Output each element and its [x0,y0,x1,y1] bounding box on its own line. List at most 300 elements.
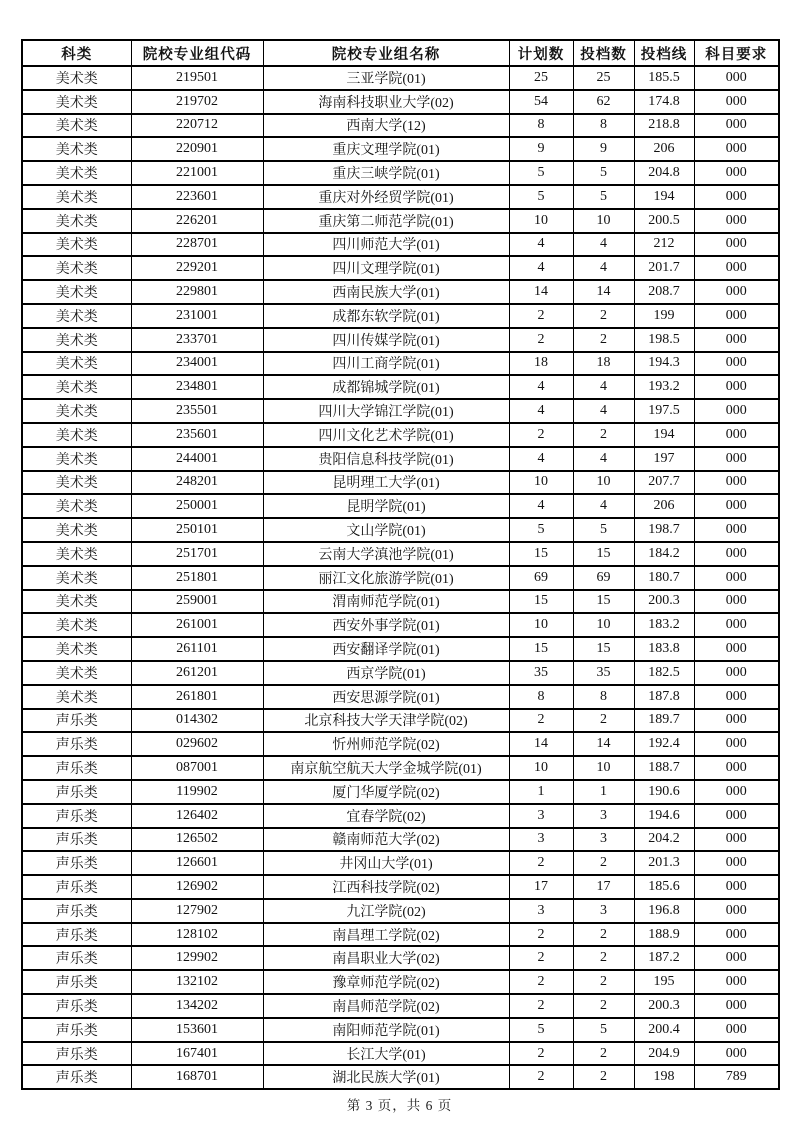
cell-plan-count: 2 [509,851,573,875]
cell-plan-count: 10 [509,756,573,780]
table-row [22,161,779,185]
cell-cutoff-line: 200.3 [634,994,694,1018]
cell-plan-count: 1 [509,780,573,804]
cell-group-code: 029602 [131,732,263,756]
cell-group-name: 忻州师范学院(02) [263,732,509,756]
cell-filed-count: 17 [573,875,634,899]
table-row [22,399,779,423]
cell-group-name: 宜春学院(02) [263,804,509,828]
table-row [22,1042,779,1066]
cell-category: 美术类 [22,661,131,685]
cell-cutoff-line: 200.5 [634,209,694,233]
cell-filed-count: 2 [573,923,634,947]
cell-category: 声乐类 [22,732,131,756]
cell-category: 声乐类 [22,923,131,947]
cell-group-name: 西南大学(12) [263,114,509,138]
cell-group-code: 127902 [131,899,263,923]
table-row [22,66,779,90]
cell-group-name: 四川文化艺术学院(01) [263,423,509,447]
cell-category: 美术类 [22,494,131,518]
cell-cutoff-line: 212 [634,233,694,257]
cell-plan-count: 18 [509,352,573,376]
cell-plan-count: 69 [509,566,573,590]
cell-plan-count: 25 [509,66,573,90]
cell-filed-count: 10 [573,209,634,233]
cell-cutoff-line: 198 [634,1065,694,1089]
cell-filed-count: 62 [573,90,634,114]
cell-category: 美术类 [22,328,131,352]
cell-group-code: 126902 [131,875,263,899]
cell-category: 美术类 [22,447,131,471]
cell-plan-count: 4 [509,494,573,518]
cell-group-name: 江西科技学院(02) [263,875,509,899]
cell-filed-count: 15 [573,637,634,661]
cell-subject-requirement: 000 [694,494,779,518]
cell-cutoff-line: 183.2 [634,613,694,637]
column-header-group-name: 院校专业组名称 [263,40,509,66]
cell-group-name: 西南民族大学(01) [263,280,509,304]
cell-group-name: 南昌理工学院(02) [263,923,509,947]
cell-group-name: 云南大学滇池学院(01) [263,542,509,566]
cell-category: 美术类 [22,613,131,637]
cell-group-name: 海南科技职业大学(02) [263,90,509,114]
cell-filed-count: 15 [573,590,634,614]
table-row [22,566,779,590]
table-row [22,471,779,495]
cell-subject-requirement: 000 [694,732,779,756]
cell-group-name: 成都锦城学院(01) [263,375,509,399]
cell-filed-count: 5 [573,185,634,209]
cell-group-name: 厦门华厦学院(02) [263,780,509,804]
cell-category: 声乐类 [22,1018,131,1042]
cell-group-code: 220901 [131,137,263,161]
cell-cutoff-line: 200.3 [634,590,694,614]
cell-group-code: 221001 [131,161,263,185]
cell-filed-count: 2 [573,328,634,352]
cell-group-name: 昆明理工大学(01) [263,471,509,495]
cell-category: 声乐类 [22,709,131,733]
cell-category: 美术类 [22,590,131,614]
cell-cutoff-line: 195 [634,970,694,994]
cell-cutoff-line: 184.2 [634,542,694,566]
table-row [22,590,779,614]
cell-subject-requirement: 000 [694,233,779,257]
cell-category: 声乐类 [22,1065,131,1089]
cell-group-code: 261001 [131,613,263,637]
cell-cutoff-line: 218.8 [634,114,694,138]
table-row [22,661,779,685]
table-row [22,328,779,352]
cell-group-code: 251701 [131,542,263,566]
table-row [22,423,779,447]
cell-filed-count: 10 [573,756,634,780]
cell-subject-requirement: 000 [694,637,779,661]
table-row [22,256,779,280]
cell-group-code: 250101 [131,518,263,542]
cell-subject-requirement: 000 [694,709,779,733]
cell-subject-requirement: 000 [694,613,779,637]
table-row [22,1018,779,1042]
cell-category: 声乐类 [22,756,131,780]
column-header-category: 科类 [22,40,131,66]
cell-subject-requirement: 000 [694,375,779,399]
table-header [22,40,779,66]
cell-category: 声乐类 [22,804,131,828]
cell-cutoff-line: 187.8 [634,685,694,709]
cell-filed-count: 5 [573,518,634,542]
table-row [22,685,779,709]
cell-plan-count: 15 [509,542,573,566]
cell-filed-count: 3 [573,899,634,923]
cell-group-name: 三亚学院(01) [263,66,509,90]
cell-cutoff-line: 207.7 [634,471,694,495]
cell-plan-count: 3 [509,899,573,923]
table-row [22,780,779,804]
cell-cutoff-line: 201.3 [634,851,694,875]
cell-group-name: 重庆三峡学院(01) [263,161,509,185]
cell-cutoff-line: 199 [634,304,694,328]
cell-filed-count: 15 [573,542,634,566]
cell-subject-requirement: 000 [694,590,779,614]
table-row [22,137,779,161]
cell-subject-requirement: 000 [694,114,779,138]
cell-cutoff-line: 198.5 [634,328,694,352]
header-row [22,40,779,66]
cell-group-name: 文山学院(01) [263,518,509,542]
cell-subject-requirement: 000 [694,804,779,828]
cell-cutoff-line: 189.7 [634,709,694,733]
table-row [22,899,779,923]
cell-filed-count: 4 [573,256,634,280]
cell-subject-requirement: 000 [694,423,779,447]
cell-group-code: 129902 [131,946,263,970]
cell-cutoff-line: 185.5 [634,66,694,90]
cell-category: 美术类 [22,542,131,566]
cell-group-name: 四川大学锦江学院(01) [263,399,509,423]
cell-plan-count: 4 [509,256,573,280]
cell-plan-count: 4 [509,447,573,471]
cell-group-code: 223601 [131,185,263,209]
cell-filed-count: 69 [573,566,634,590]
cell-plan-count: 2 [509,1065,573,1089]
cell-group-code: 219501 [131,66,263,90]
cell-group-code: 261201 [131,661,263,685]
cell-group-code: 128102 [131,923,263,947]
cell-category: 美术类 [22,518,131,542]
cell-group-code: 229801 [131,280,263,304]
table-row [22,756,779,780]
cell-group-name: 重庆文理学院(01) [263,137,509,161]
cell-subject-requirement: 000 [694,899,779,923]
table-row [22,352,779,376]
cell-subject-requirement: 000 [694,946,779,970]
cell-plan-count: 54 [509,90,573,114]
cell-subject-requirement: 000 [694,161,779,185]
cell-group-code: 229201 [131,256,263,280]
cell-category: 美术类 [22,256,131,280]
cell-group-name: 西京学院(01) [263,661,509,685]
cell-filed-count: 2 [573,709,634,733]
cell-filed-count: 4 [573,494,634,518]
cell-cutoff-line: 185.6 [634,875,694,899]
cell-group-code: 261801 [131,685,263,709]
cell-group-name: 昆明学院(01) [263,494,509,518]
cell-group-name: 西安翻译学院(01) [263,637,509,661]
cell-subject-requirement: 000 [694,399,779,423]
column-header-plan-count: 计划数 [509,40,573,66]
cell-cutoff-line: 182.5 [634,661,694,685]
cell-category: 声乐类 [22,946,131,970]
cell-cutoff-line: 198.7 [634,518,694,542]
table-row [22,875,779,899]
table-row [22,613,779,637]
cell-cutoff-line: 188.7 [634,756,694,780]
cell-filed-count: 2 [573,970,634,994]
cell-group-code: 087001 [131,756,263,780]
column-header-filed-count: 投档数 [573,40,634,66]
table-row [22,114,779,138]
cell-plan-count: 2 [509,304,573,328]
cell-group-name: 九江学院(02) [263,899,509,923]
cell-filed-count: 3 [573,828,634,852]
cell-subject-requirement: 000 [694,137,779,161]
cell-subject-requirement: 000 [694,280,779,304]
table-row [22,1065,779,1089]
cell-plan-count: 10 [509,613,573,637]
table-row [22,447,779,471]
cell-group-name: 南昌师范学院(02) [263,994,509,1018]
table-row [22,518,779,542]
cell-group-code: 248201 [131,471,263,495]
cell-subject-requirement: 000 [694,209,779,233]
cell-cutoff-line: 204.9 [634,1042,694,1066]
cell-group-code: 235501 [131,399,263,423]
cell-category: 美术类 [22,423,131,447]
cell-subject-requirement: 000 [694,328,779,352]
cell-plan-count: 2 [509,923,573,947]
cell-group-code: 234001 [131,352,263,376]
cell-subject-requirement: 000 [694,970,779,994]
table-row [22,280,779,304]
table-row [22,542,779,566]
cell-filed-count: 4 [573,375,634,399]
cell-group-name: 四川传媒学院(01) [263,328,509,352]
cell-cutoff-line: 197 [634,447,694,471]
cell-cutoff-line: 193.2 [634,375,694,399]
table-row [22,709,779,733]
cell-group-name: 赣南师范大学(02) [263,828,509,852]
cell-subject-requirement: 000 [694,923,779,947]
cell-cutoff-line: 206 [634,137,694,161]
cell-cutoff-line: 183.8 [634,637,694,661]
cell-category: 美术类 [22,185,131,209]
cell-filed-count: 14 [573,732,634,756]
cell-category: 美术类 [22,161,131,185]
cell-subject-requirement: 789 [694,1065,779,1089]
cell-category: 美术类 [22,304,131,328]
cell-plan-count: 2 [509,994,573,1018]
cell-subject-requirement: 000 [694,66,779,90]
cell-plan-count: 8 [509,114,573,138]
cell-group-code: 261101 [131,637,263,661]
admission-score-table [21,39,780,1090]
cell-cutoff-line: 187.2 [634,946,694,970]
cell-filed-count: 14 [573,280,634,304]
cell-category: 美术类 [22,471,131,495]
cell-cutoff-line: 197.5 [634,399,694,423]
cell-group-name: 四川工商学院(01) [263,352,509,376]
cell-group-code: 219702 [131,90,263,114]
cell-group-name: 长江大学(01) [263,1042,509,1066]
table-row [22,375,779,399]
cell-filed-count: 2 [573,1042,634,1066]
cell-plan-count: 4 [509,233,573,257]
cell-group-name: 成都东软学院(01) [263,304,509,328]
cell-filed-count: 5 [573,161,634,185]
cell-cutoff-line: 196.8 [634,899,694,923]
cell-group-code: 126601 [131,851,263,875]
cell-cutoff-line: 206 [634,494,694,518]
cell-subject-requirement: 000 [694,471,779,495]
cell-plan-count: 2 [509,970,573,994]
cell-subject-requirement: 000 [694,542,779,566]
cell-category: 声乐类 [22,970,131,994]
cell-plan-count: 5 [509,161,573,185]
cell-subject-requirement: 000 [694,851,779,875]
cell-cutoff-line: 201.7 [634,256,694,280]
cell-cutoff-line: 188.9 [634,923,694,947]
cell-group-name: 渭南师范学院(01) [263,590,509,614]
cell-group-name: 重庆第二师范学院(01) [263,209,509,233]
cell-plan-count: 2 [509,328,573,352]
cell-subject-requirement: 000 [694,1018,779,1042]
column-header-group-code: 院校专业组代码 [131,40,263,66]
cell-group-code: 234801 [131,375,263,399]
cell-cutoff-line: 204.2 [634,828,694,852]
cell-filed-count: 5 [573,1018,634,1042]
table-row [22,970,779,994]
cell-cutoff-line: 194.3 [634,352,694,376]
cell-group-code: 132102 [131,970,263,994]
cell-category: 美术类 [22,566,131,590]
cell-group-code: 168701 [131,1065,263,1089]
cell-group-name: 南阳师范学院(01) [263,1018,509,1042]
cell-group-code: 251801 [131,566,263,590]
cell-group-name: 西安思源学院(01) [263,685,509,709]
cell-filed-count: 2 [573,1065,634,1089]
cell-cutoff-line: 192.4 [634,732,694,756]
cell-subject-requirement: 000 [694,661,779,685]
table-row [22,828,779,852]
cell-subject-requirement: 000 [694,256,779,280]
cell-plan-count: 10 [509,209,573,233]
cell-category: 美术类 [22,233,131,257]
cell-category: 美术类 [22,280,131,304]
cell-category: 声乐类 [22,994,131,1018]
cell-group-code: 119902 [131,780,263,804]
table-body [22,66,779,1089]
cell-subject-requirement: 000 [694,304,779,328]
cell-cutoff-line: 208.7 [634,280,694,304]
cell-plan-count: 2 [509,946,573,970]
cell-category: 声乐类 [22,875,131,899]
cell-filed-count: 8 [573,685,634,709]
cell-group-code: 226201 [131,209,263,233]
cell-cutoff-line: 190.6 [634,780,694,804]
cell-plan-count: 10 [509,471,573,495]
cell-plan-count: 3 [509,828,573,852]
cell-group-code: 153601 [131,1018,263,1042]
cell-plan-count: 35 [509,661,573,685]
cell-subject-requirement: 000 [694,518,779,542]
table-row [22,304,779,328]
table-row [22,233,779,257]
cell-subject-requirement: 000 [694,828,779,852]
cell-subject-requirement: 000 [694,566,779,590]
cell-category: 声乐类 [22,1042,131,1066]
cell-category: 声乐类 [22,828,131,852]
cell-subject-requirement: 000 [694,780,779,804]
cell-subject-requirement: 000 [694,352,779,376]
column-header-subject-requirement: 科目要求 [694,40,779,66]
cell-filed-count: 18 [573,352,634,376]
cell-cutoff-line: 194 [634,423,694,447]
cell-group-code: 228701 [131,233,263,257]
cell-plan-count: 15 [509,637,573,661]
cell-group-name: 西安外事学院(01) [263,613,509,637]
cell-subject-requirement: 000 [694,447,779,471]
cell-group-name: 四川文理学院(01) [263,256,509,280]
cell-group-code: 134202 [131,994,263,1018]
cell-filed-count: 4 [573,399,634,423]
cell-category: 声乐类 [22,780,131,804]
cell-plan-count: 9 [509,137,573,161]
cell-category: 美术类 [22,637,131,661]
cell-category: 美术类 [22,352,131,376]
cell-plan-count: 15 [509,590,573,614]
table-row [22,946,779,970]
cell-plan-count: 4 [509,399,573,423]
cell-category: 美术类 [22,90,131,114]
table-row [22,732,779,756]
cell-category: 美术类 [22,137,131,161]
cell-filed-count: 2 [573,851,634,875]
cell-group-name: 四川师范大学(01) [263,233,509,257]
cell-plan-count: 2 [509,423,573,447]
cell-group-name: 贵阳信息科技学院(01) [263,447,509,471]
cell-plan-count: 2 [509,1042,573,1066]
cell-plan-count: 5 [509,185,573,209]
cell-group-code: 220712 [131,114,263,138]
cell-group-name: 重庆对外经贸学院(01) [263,185,509,209]
cell-plan-count: 3 [509,804,573,828]
cell-filed-count: 2 [573,994,634,1018]
column-header-cutoff-line: 投档线 [634,40,694,66]
cell-group-code: 126402 [131,804,263,828]
cell-filed-count: 8 [573,114,634,138]
table-row [22,637,779,661]
cell-group-name: 北京科技大学天津学院(02) [263,709,509,733]
cell-category: 声乐类 [22,899,131,923]
cell-plan-count: 17 [509,875,573,899]
table-row [22,90,779,114]
cell-filed-count: 4 [573,233,634,257]
cell-filed-count: 2 [573,304,634,328]
cell-group-name: 豫章师范学院(02) [263,970,509,994]
cell-plan-count: 14 [509,280,573,304]
cell-filed-count: 3 [573,804,634,828]
cell-group-code: 244001 [131,447,263,471]
